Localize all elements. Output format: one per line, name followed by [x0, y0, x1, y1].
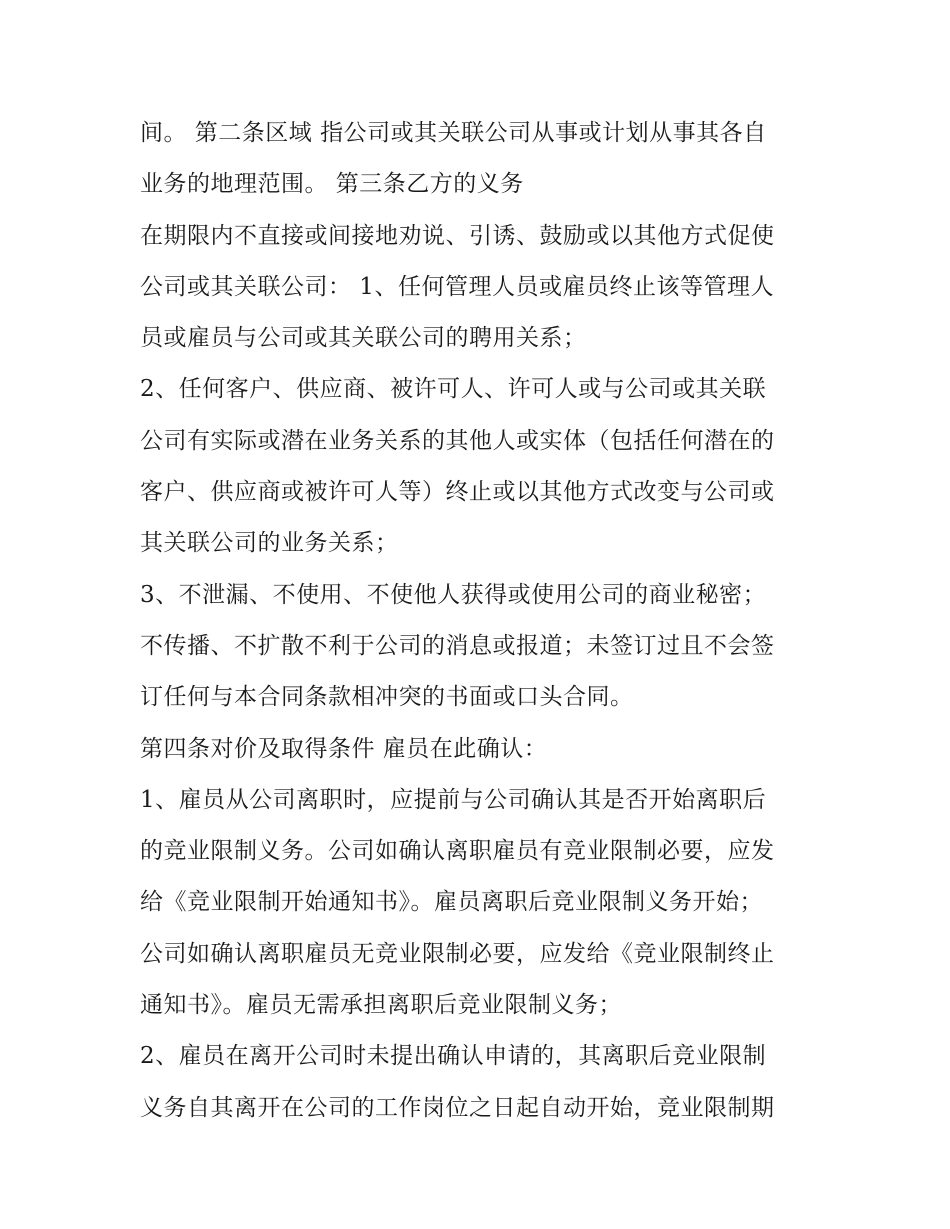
- text-line: 不传播、不扩散不利于公司的消息或报道；未签订过且不会签: [140, 632, 775, 659]
- text-line: 订任何与本合同条款相冲突的书面或口头合同。: [140, 684, 634, 711]
- text-line: 通知书》。雇员无需承担离职后竞业限制义务；: [140, 992, 622, 1019]
- text-line: 公司如确认离职雇员无竞业限制必要，应发给《竞业限制终止: [140, 940, 775, 967]
- text-line: 在期限内不直接或间接地劝说、引诱、鼓励或以其他方式促使: [140, 222, 775, 249]
- text-line: 3、不泄漏、不使用、不使他人获得或使用公司的商业秘密；: [140, 581, 767, 608]
- text-line: 公司或其关联公司： 1、任何管理人员或雇员终止该等管理人: [140, 273, 774, 300]
- document-body: [140, 108, 820, 1134]
- text-line: 1、雇员从公司离职时，应提前与公司确认其是否开始离职后: [140, 786, 767, 813]
- text-line: 的竞业限制义务。公司如确认离职雇员有竞业限制必要，应发: [140, 838, 775, 865]
- text-line: 给《竞业限制开始通知书》。雇员离职后竞业限制义务开始；: [140, 889, 763, 916]
- text-line: 间。 第二条区域 指公司或其关联公司从事或计划从事其各自: [140, 120, 767, 146]
- text-line: 2、任何客户、供应商、被许可人、许可人或与公司或其关联: [140, 376, 767, 403]
- text-line: 义务自其离开在公司的工作岗位之日起自动开始，竞业限制期: [140, 1094, 775, 1121]
- text-line: 业务的地理范围。 第三条乙方的义务: [140, 171, 524, 198]
- text-line: 公司有实际或潜在业务关系的其他人或实体（包括任何潜在的: [140, 427, 775, 454]
- text-line: 2、雇员在离开公司时未提出确认申请的，其离职后竞业限制: [140, 1043, 767, 1070]
- text-line: 客户、供应商或被许可人等）终止或以其他方式改变与公司或: [140, 479, 775, 506]
- text-line: 其关联公司的业务关系；: [140, 530, 399, 557]
- text-line: 第四条对价及取得条件 雇员在此确认：: [140, 735, 548, 762]
- text-line: 员或雇员与公司或其关联公司的聘用关系；: [140, 325, 587, 352]
